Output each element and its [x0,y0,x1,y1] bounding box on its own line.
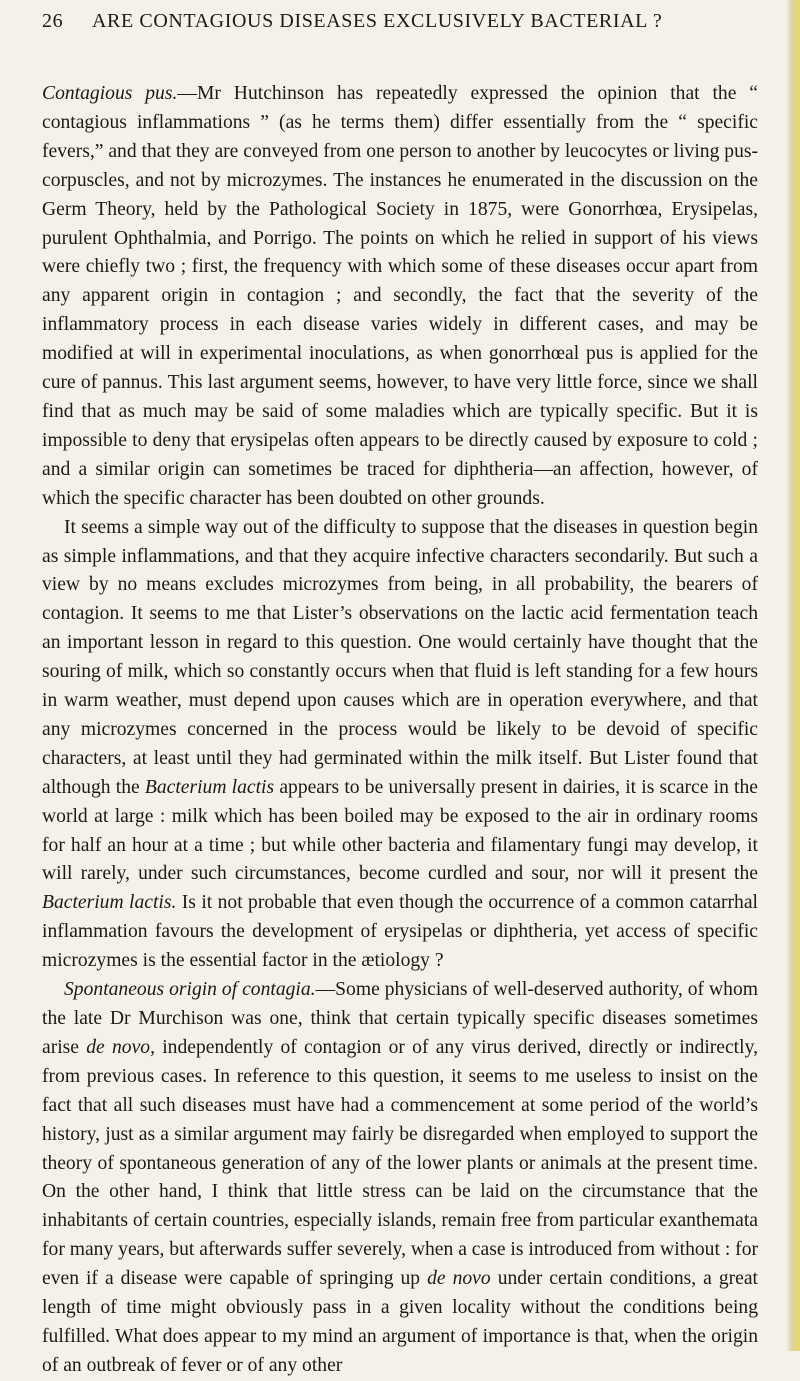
paragraph-text: —Mr Hutchinson has repeatedly expressed the opinion that the “ contagious inflammations ” (as he terms them) differ essentially from the “ specific fevers,” and that they are conveyed from one person to another by leucocytes or living pus-corpuscles, and not by microzymes. The instances he enumerated in the discussion on the Germ Theory, held by the Pathological Society in 1875, were Gonorrhœa, Erysipelas, purulent Ophthalmia, and Porrigo. The points on which he relied in support of his views were chiefly two ; first, the frequency with which some of these diseases occur apart from any apparent origin in contagion ; and secondly, the fact that the severity of the inflammatory process in each disease varies widely in different cases, and may be modified at will in experimental inoculations, as when gonorrhœal pus is applied for the cure of pannus. This last argument seems, however, to have very little force, since we shall find that as much may be said of some maladies which are typically specific. But it is impossible to deny that erysipelas often appears to be directly caused by exposure to cold ; and a similar origin can sometimes be traced for diphtheria—an affection, however, of which the specific character has been doubted on other grounds. [42,83,759,509]
paragraph-text: under certain conditions, a great length of time might obviously pass in a given locality without the conditions being fulfilled. What does appear to my mind an argument of importance is that, when the origin of an outbreak of fever or of any other [42,1268,759,1376]
page-number: 26 [42,10,64,32]
italic-term: de novo, [86,1036,155,1058]
section-heading: Contagious pus. [42,83,178,104]
page-edge [786,0,800,1351]
page-body [42,80,758,1381]
paragraph-lister [42,514,758,977]
paragraph-text: independently of contagion or of any virus derived, directly or indirectly, from previous cases. In reference to this question, it seems to me useless to insist on the fact that all such diseases must have had a commencement at some period of the world’s history, just as a similar argument may fairly be disregarded when employed to support the theory of spontaneous generation of any of the lower plants or animals at the present time. On the other hand, I think that little stress can be laid on the circumstance that the inhabitants of certain countries, especially islands, remain free from particular exanthemata for many years, but afterwards suffer severely, when a case is introduced from without : for even if a disease were capable of springing up [42,1036,759,1290]
section-heading: Spontaneous origin of contagia. [64,979,316,1001]
paragraph-text: —Some physicians of well-deserved authority, of whom the late Dr Murchison was one, think that certain typically specific diseases sometimes arise [42,979,758,1058]
italic-term: de novo [427,1268,491,1290]
italic-term: Bacterium lactis [144,776,275,798]
paragraph-contagious-pus [42,80,758,514]
paragraph-text: appears to be universally present in dairies, it is scarce in the world at large : milk which has been boiled may be exposed to the air in ordinary rooms for half an hour at a time ; but while other bacteria and filamentary fungi may develop, it will rarely, under such circumstances, become curdled and sour, nor will it present the [42,776,758,885]
paragraph-text: Is it not probable that even though the occurrence of a common catarrhal inflammation favours the development of erysipelas or diphtheria, yet access of specific microzymes is the essential factor in the ætiology ? [42,892,758,972]
paragraph-spontaneous-origin [42,976,758,1381]
running-header [42,6,758,40]
running-title: ARE CONTAGIOUS DISEASES EXCLUSIVELY BACTERIAL ? [92,10,663,32]
paragraph-text: It seems a simple way out of the difficulty to suppose that the diseases in question begin as simple inflammations, and that they acquire infective characters secondarily. But such a view by no means excludes microzymes from being, in all probability, the bearers of contagion. It seems to me that Lister’s observations on the lactic acid fermentation teach an important lesson in regard to this question. One would certainly have thought that the souring of milk, which so constantly occurs when that fluid is left standing for a few hours in warm weather, must depend upon causes which are in operation everywhere, and that any microzymes concerned in the process would be likely to be devoid of specific characters, at least until they had germinated within the milk itself. But Lister found that although the [42,516,758,798]
italic-term: Bacterium lactis. [42,892,177,914]
